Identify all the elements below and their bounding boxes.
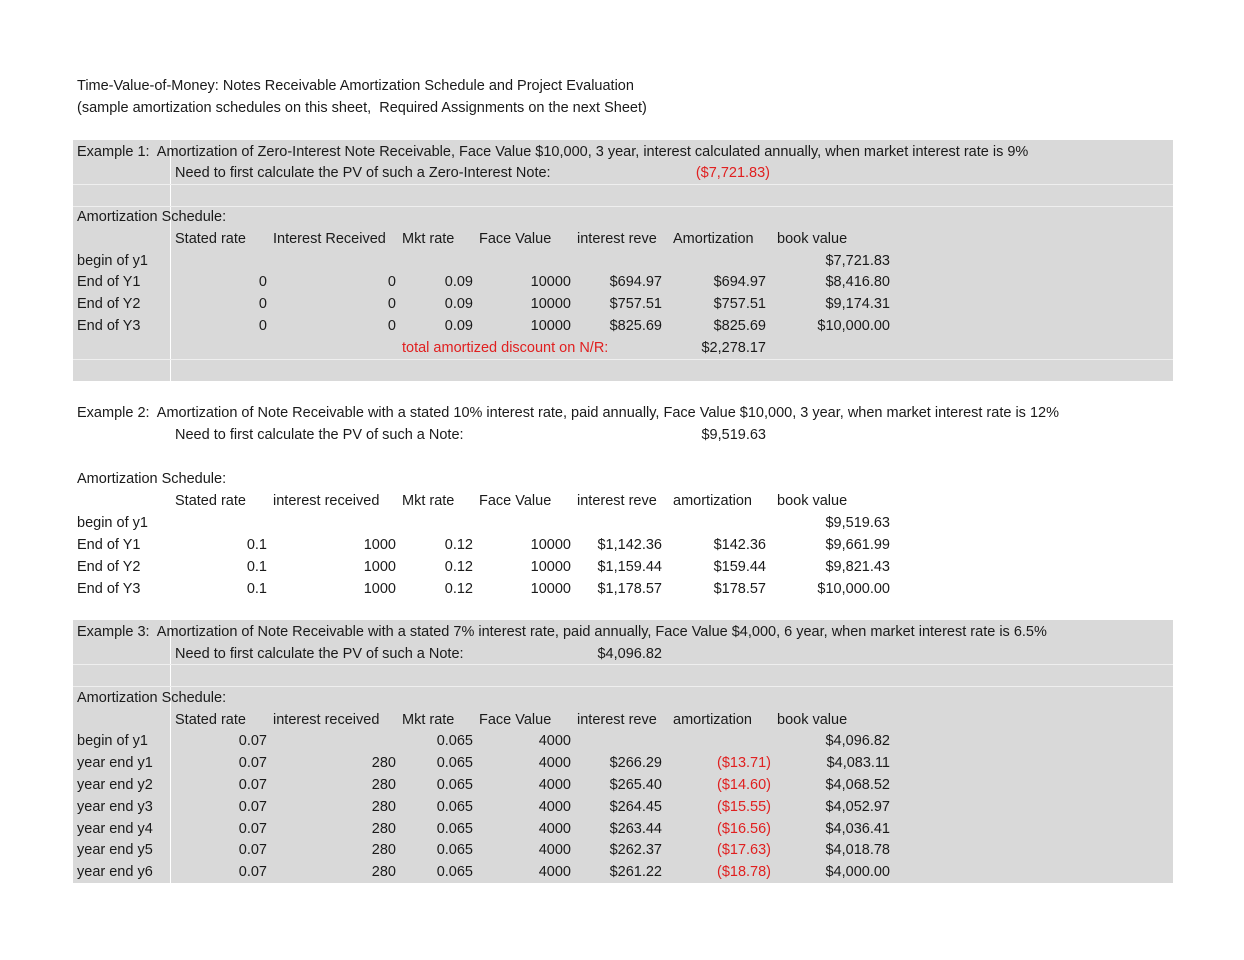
col-header: Face Value bbox=[479, 712, 552, 728]
col-header: Mkt rate bbox=[402, 231, 455, 247]
example3-schedule-label: Amortization Schedule: bbox=[77, 690, 227, 706]
cell-amort: ($14.60) bbox=[716, 777, 771, 793]
cell-stated: 0.07 bbox=[238, 821, 267, 837]
cell-amort: $142.36 bbox=[713, 537, 766, 553]
row-label: year end y1 bbox=[77, 755, 153, 771]
example1-title: Example 1: Amortization of Zero-Interest Note Receivable, Face Value $10,000, 3 year, interest calculated annually, when market interest rate is 9% bbox=[77, 144, 1029, 160]
cell-received: 0 bbox=[387, 274, 396, 290]
cell-amort: ($18.78) bbox=[716, 864, 771, 880]
sheet-subtitle: (sample amortization schedules on this sheet, Required Assignments on the next Sheet) bbox=[77, 100, 647, 116]
row-label: End of Y3 bbox=[77, 318, 141, 334]
cell-mkt: 0.065 bbox=[436, 799, 473, 815]
cell-face: 4000 bbox=[538, 799, 571, 815]
example3-pv-label: Need to first calculate the PV of such a Note: bbox=[175, 646, 464, 662]
col-header: amortization bbox=[673, 493, 752, 509]
cell-revenue: $261.22 bbox=[609, 864, 662, 880]
cell-face: 10000 bbox=[530, 581, 571, 597]
cell-stated: 0.1 bbox=[246, 537, 267, 553]
cell-book: $9,661.99 bbox=[825, 537, 890, 553]
gridline bbox=[73, 184, 1173, 185]
gridline bbox=[170, 140, 171, 381]
col-header: Stated rate bbox=[175, 712, 246, 728]
cell-face: 4000 bbox=[538, 733, 571, 749]
cell-revenue: $757.51 bbox=[609, 296, 662, 312]
cell-stated: 0.07 bbox=[238, 733, 267, 749]
cell-amort: $757.51 bbox=[713, 296, 766, 312]
cell-book: $7,721.83 bbox=[825, 253, 890, 269]
cell-stated: 0 bbox=[258, 296, 267, 312]
col-header: Stated rate bbox=[175, 231, 246, 247]
cell-mkt: 0.09 bbox=[444, 296, 473, 312]
cell-stated: 0.07 bbox=[238, 777, 267, 793]
example3-title: Example 3: Amortization of Note Receivable with a stated 7% interest rate, paid annually, Face Value $4,000, 6 year, when market interest rate is 6.5% bbox=[77, 624, 1047, 640]
row-label: year end y4 bbox=[77, 821, 153, 837]
gridline bbox=[73, 206, 1173, 207]
cell-book: $4,068.52 bbox=[825, 777, 890, 793]
row-label: End of Y1 bbox=[77, 274, 141, 290]
cell-mkt: 0.12 bbox=[444, 581, 473, 597]
cell-amort: ($16.56) bbox=[716, 821, 771, 837]
cell-book: $10,000.00 bbox=[817, 318, 890, 334]
cell-book: $4,000.00 bbox=[825, 864, 890, 880]
cell-stated: 0.1 bbox=[246, 581, 267, 597]
cell-face: 10000 bbox=[530, 537, 571, 553]
cell-revenue: $266.29 bbox=[609, 755, 662, 771]
cell-book: $4,018.78 bbox=[825, 842, 890, 858]
cell-book: $8,416.80 bbox=[825, 274, 890, 290]
cell-book: $4,083.11 bbox=[826, 755, 890, 771]
cell-face: 10000 bbox=[530, 559, 571, 575]
cell-received: 1000 bbox=[363, 559, 396, 575]
row-label: End of Y2 bbox=[77, 559, 141, 575]
row-label: End of Y3 bbox=[77, 581, 141, 597]
cell-mkt: 0.065 bbox=[436, 821, 473, 837]
cell-amort: $159.44 bbox=[713, 559, 766, 575]
cell-revenue: $1,159.44 bbox=[597, 559, 662, 575]
cell-received: 280 bbox=[371, 777, 396, 793]
cell-book: $9,821.43 bbox=[825, 559, 890, 575]
cell-revenue: $263.44 bbox=[609, 821, 662, 837]
row-label: begin of y1 bbox=[77, 253, 148, 269]
cell-received: 280 bbox=[371, 842, 396, 858]
col-header: Amortization bbox=[673, 231, 754, 247]
cell-stated: 0.07 bbox=[238, 799, 267, 815]
col-header: book value bbox=[777, 493, 848, 509]
example1-schedule-label: Amortization Schedule: bbox=[77, 209, 227, 225]
row-label: begin of y1 bbox=[77, 515, 148, 531]
row-label: begin of y1 bbox=[77, 733, 148, 749]
cell-amort: $178.57 bbox=[713, 581, 766, 597]
row-label: year end y5 bbox=[77, 842, 153, 858]
cell-book: $9,519.63 bbox=[825, 515, 890, 531]
cell-amort: ($15.55) bbox=[716, 799, 771, 815]
gridline bbox=[73, 359, 1173, 360]
cell-revenue: $1,142.36 bbox=[597, 537, 662, 553]
cell-mkt: 0.09 bbox=[444, 318, 473, 334]
example2-pv-label: Need to first calculate the PV of such a Note: bbox=[175, 427, 464, 443]
cell-received: 0 bbox=[387, 296, 396, 312]
col-header: interest reve bbox=[577, 712, 657, 728]
cell-face: 4000 bbox=[538, 864, 571, 880]
cell-face: 4000 bbox=[538, 755, 571, 771]
cell-revenue: $262.37 bbox=[609, 842, 662, 858]
cell-stated: 0.07 bbox=[238, 755, 267, 771]
cell-book: $10,000.00 bbox=[817, 581, 890, 597]
cell-book: $9,174.31 bbox=[825, 296, 890, 312]
cell-amort: ($17.63) bbox=[716, 842, 771, 858]
cell-stated: 0.07 bbox=[238, 842, 267, 858]
col-header: book value bbox=[777, 231, 848, 247]
cell-face: 10000 bbox=[530, 274, 571, 290]
col-header: interest reve bbox=[577, 493, 657, 509]
cell-mkt: 0.09 bbox=[444, 274, 473, 290]
cell-amort: ($13.71) bbox=[716, 755, 771, 771]
cell-face: 4000 bbox=[538, 842, 571, 858]
cell-mkt: 0.065 bbox=[436, 755, 473, 771]
cell-stated: 0 bbox=[258, 318, 267, 334]
cell-received: 0 bbox=[387, 318, 396, 334]
col-header: amortization bbox=[673, 712, 752, 728]
cell-mkt: 0.12 bbox=[444, 559, 473, 575]
cell-revenue: $825.69 bbox=[609, 318, 662, 334]
cell-book: $4,052.97 bbox=[825, 799, 890, 815]
row-label: year end y6 bbox=[77, 864, 153, 880]
cell-mkt: 0.065 bbox=[436, 864, 473, 880]
col-header: interest received bbox=[273, 712, 380, 728]
cell-received: 280 bbox=[371, 799, 396, 815]
total-amortized-value: $2,278.17 bbox=[701, 340, 766, 356]
cell-book: $4,036.41 bbox=[825, 821, 890, 837]
cell-face: 10000 bbox=[530, 296, 571, 312]
cell-stated: 0.1 bbox=[246, 559, 267, 575]
col-header: Interest Received bbox=[273, 231, 386, 247]
row-label: year end y2 bbox=[77, 777, 153, 793]
example2-title: Example 2: Amortization of Note Receivable with a stated 10% interest rate, paid annually, Face Value $10,000, 3 year, when market interest rate is 12% bbox=[77, 405, 1059, 421]
cell-face: 10000 bbox=[530, 318, 571, 334]
example2-pv-value: $9,519.63 bbox=[701, 427, 766, 443]
cell-stated: 0 bbox=[258, 274, 267, 290]
cell-mkt: 0.12 bbox=[444, 537, 473, 553]
col-header: interest reve bbox=[577, 231, 657, 247]
gridline bbox=[73, 686, 1173, 687]
cell-received: 280 bbox=[371, 755, 396, 771]
cell-face: 4000 bbox=[538, 821, 571, 837]
sheet-title: Time-Value-of-Money: Notes Receivable Amortization Schedule and Project Evaluation bbox=[77, 78, 634, 94]
row-label: End of Y2 bbox=[77, 296, 141, 312]
cell-mkt: 0.065 bbox=[436, 777, 473, 793]
cell-amort: $694.97 bbox=[713, 274, 766, 290]
cell-revenue: $1,178.57 bbox=[597, 581, 662, 597]
col-header: Mkt rate bbox=[402, 712, 455, 728]
example2-schedule-label: Amortization Schedule: bbox=[77, 471, 227, 487]
gridline bbox=[73, 664, 1173, 665]
col-header: Stated rate bbox=[175, 493, 246, 509]
cell-mkt: 0.065 bbox=[436, 733, 473, 749]
row-label: year end y3 bbox=[77, 799, 153, 815]
example3-pv-value: $4,096.82 bbox=[597, 646, 662, 662]
cell-revenue: $265.40 bbox=[609, 777, 662, 793]
cell-received: 280 bbox=[371, 821, 396, 837]
cell-revenue: $264.45 bbox=[609, 799, 662, 815]
cell-stated: 0.07 bbox=[238, 864, 267, 880]
col-header: book value bbox=[777, 712, 848, 728]
cell-revenue: $694.97 bbox=[609, 274, 662, 290]
row-label: End of Y1 bbox=[77, 537, 141, 553]
cell-mkt: 0.065 bbox=[436, 842, 473, 858]
col-header: Face Value bbox=[479, 231, 552, 247]
col-header: Face Value bbox=[479, 493, 552, 509]
col-header: Mkt rate bbox=[402, 493, 455, 509]
cell-received: 280 bbox=[371, 864, 396, 880]
col-header: interest received bbox=[273, 493, 380, 509]
cell-received: 1000 bbox=[363, 537, 396, 553]
example1-pv-label: Need to first calculate the PV of such a Zero-Interest Note: bbox=[175, 165, 551, 181]
cell-face: 4000 bbox=[538, 777, 571, 793]
cell-received: 1000 bbox=[363, 581, 396, 597]
cell-book: $4,096.82 bbox=[825, 733, 890, 749]
total-amortized-label: total amortized discount on N/R: bbox=[402, 340, 609, 356]
cell-amort: $825.69 bbox=[713, 318, 766, 334]
example1-pv-value: ($7,721.83) bbox=[695, 165, 770, 181]
